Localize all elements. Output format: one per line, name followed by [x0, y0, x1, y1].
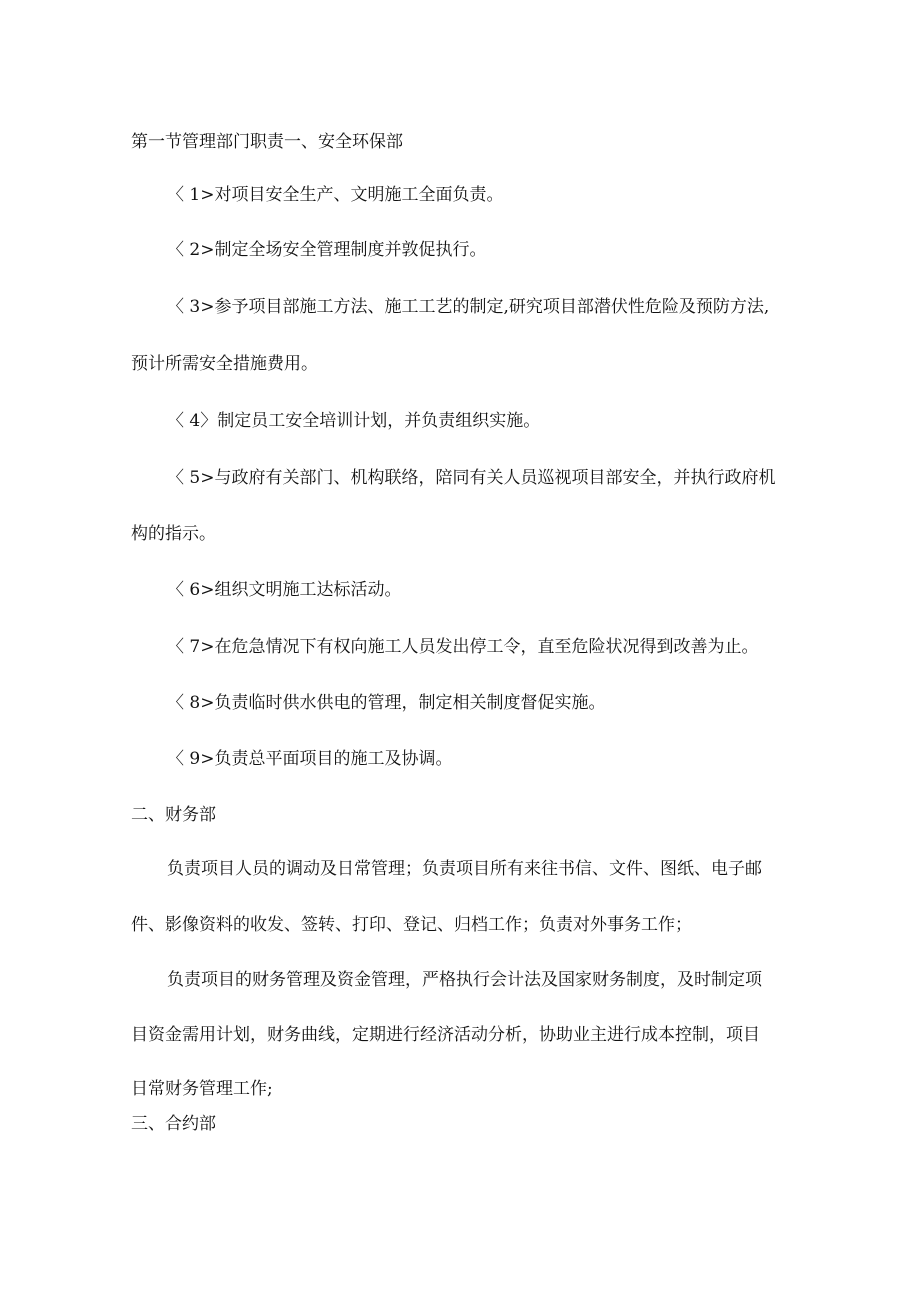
finance-paragraph-1-line-2: 件、影像资料的收发、签转、打印、登记、归档工作；负责对外事务工作；	[131, 915, 692, 935]
safety-item-8: 〈 8>负责临时供水供电的管理，制定相关制度督促实施。	[167, 693, 606, 713]
section-finance-title: 二、财务部	[131, 805, 216, 825]
section-contract-title: 三、合约部	[131, 1114, 216, 1134]
safety-item-1: 〈 1>对项目安全生产、文明施工全面负责。	[167, 185, 504, 205]
finance-paragraph-2-line-3: 日常财务管理工作;	[131, 1079, 273, 1099]
safety-item-5: 〈 5>与政府有关部门、机构联络，陪同有关人员巡视项目部安全，并执行政府机	[167, 468, 776, 488]
safety-item-4: 〈 4〉制定员工安全培训计划，并负责组织实施。	[167, 411, 541, 431]
safety-item-3: 〈 3>参予项目部施工方法、施工工艺的制定,研究项目部潜伏性危险及预防方法,	[167, 297, 770, 317]
finance-paragraph-2-line-1: 负责项目的财务管理及资金管理，严格执行会计法及国家财务制度，及时制定项	[167, 970, 762, 990]
safety-item-7: 〈 7>在危急情况下有权向施工人员发出停工令，直至危险状况得到改善为止。	[167, 637, 759, 657]
section-heading: 第一节管理部门职责一、安全环保部	[131, 132, 403, 152]
safety-item-5-continued: 构的指示。	[131, 524, 216, 544]
safety-item-3-continued: 预计所需安全措施费用。	[131, 354, 318, 374]
safety-item-2: 〈 2>制定全场安全管理制度并敦促执行。	[167, 240, 487, 260]
finance-paragraph-1-line-1: 负责项目人员的调动及日常管理；负责项目所有来往书信、文件、图纸、电子邮	[167, 859, 762, 879]
safety-item-6: 〈 6>组织文明施工达标活动。	[167, 580, 402, 600]
finance-paragraph-2-line-2: 目资金需用计划，财务曲线，定期进行经济活动分析，协助业主进行成本控制，项目	[131, 1025, 760, 1045]
safety-item-9: 〈 9>负责总平面项目的施工及协调。	[167, 749, 453, 769]
